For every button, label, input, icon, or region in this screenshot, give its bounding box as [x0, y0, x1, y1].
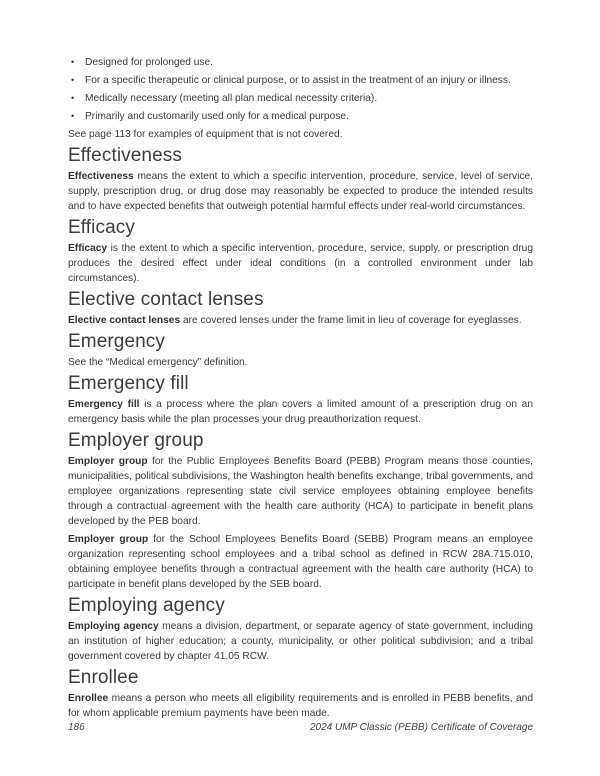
definition-paragraph — [68, 619, 533, 664]
section-heading: Emergency fill — [68, 373, 189, 394]
bullet-text: For a specific therapeutic or clinical purpose, or to assist in the treatment of an injury or illness. — [85, 75, 511, 86]
bullet-text: Primarily and customarily used only for a medical purpose. — [85, 111, 349, 122]
section-heading: Effectiveness — [68, 145, 182, 166]
bullet-text: Designed for prolonged use. — [85, 57, 213, 68]
section-heading: Efficacy — [68, 217, 135, 238]
definition-text: means a division, department, or separate agency of state government, including an institution of higher education; a county, municipality, or other political subdivision; and a tribal government covered by chapter 41.05 RCW. — [68, 621, 533, 662]
definition-text: means a person who meets all eligibility requirements and is enrolled in PEBB benefits, and for whom applicable premium payments have been made. — [68, 693, 533, 719]
definition-term: Elective contact lenses — [68, 315, 181, 326]
definition-text: is the extent to which a specific intervention, procedure, service, supply, or prescription drug produces the desired effect under ideal conditions (in a controlled environment under lab circumstances). — [68, 243, 533, 284]
definition-paragraph — [68, 532, 533, 592]
bullet-item — [68, 91, 533, 106]
bullet-icon: • — [71, 111, 75, 121]
definition-text: for the Public Employees Benefits Board (PEBB) Program means those counties, municipalities, political subdivisions, the Washington health benefits exchange, tribal governments, and employee organizations representing state civil service employees obtaining employee benefits through a contractual agreement with the health care authority (HCA) to participate in benefit plans developed by the PEB board. — [68, 456, 533, 527]
definition-text: for the School Employees Benefits Board (SEBB) Program means an employee organization representing school employees and a tribal school as defined in RCW 28A.715.010, obtaining employee benefits through a contractual agreement with the health care authority (HCA) to participate in benefit plans developed by the SEB board. — [68, 534, 533, 590]
definition-paragraph — [68, 313, 533, 328]
definition-term: Efficacy — [68, 243, 108, 254]
section-heading: Enrollee — [68, 667, 139, 688]
note-text: See page 113 for examples of equipment that is not covered. — [68, 129, 343, 140]
definition-text: means the extent to which a specific intervention, procedure, service, level of service, supply, prescription drug, or drug dose may reasonably be expected to produce the intended results and to have expected benefits that outweigh potential harmful effects under real-world circumstances. — [68, 171, 533, 212]
bullet-text: Medically necessary (meeting all plan medical necessity criteria). — [85, 93, 378, 104]
definition-term: Employing agency — [68, 621, 159, 632]
bullet-item — [68, 55, 533, 70]
section-heading: Elective contact lenses — [68, 289, 264, 310]
bullet-icon: • — [71, 75, 75, 85]
page-number: 186 — [68, 722, 85, 733]
definition-text: is a process where the plan covers a limited amount of a prescription drug on an emergency basis while the plan processes your drug preauthorization request. — [68, 399, 533, 425]
definition-text: are covered lenses under the frame limit in lieu of coverage for eyeglasses. — [180, 315, 522, 326]
definitions — [68, 146, 533, 721]
definition-paragraph — [68, 691, 533, 721]
definition-term: Employer group — [68, 456, 148, 467]
definition-paragraph — [68, 169, 533, 214]
section-heading: Employing agency — [68, 595, 225, 616]
definition-term: Enrollee — [68, 693, 109, 704]
definition-term: Emergency fill — [68, 399, 140, 410]
page-footer — [68, 720, 533, 735]
bullet-icon: • — [71, 93, 75, 103]
definition-term: Employer group — [68, 534, 149, 545]
section-heading: Employer group — [68, 430, 204, 451]
bullet-item — [68, 109, 533, 124]
doc-title: 2024 UMP Classic (PEBB) Certificate of Coverage — [309, 722, 533, 733]
definition-paragraph — [68, 454, 533, 529]
bullet-icon: • — [71, 57, 75, 67]
section-heading: Emergency — [68, 331, 165, 352]
definition-paragraph — [68, 397, 533, 427]
bullet-item — [68, 73, 533, 88]
bullet-list — [68, 55, 533, 124]
definition-paragraph — [68, 241, 533, 286]
definition-term: Effectiveness — [68, 171, 134, 182]
definition-text: See the “Medical emergency” definition. — [68, 357, 248, 368]
definition-paragraph — [68, 355, 533, 370]
